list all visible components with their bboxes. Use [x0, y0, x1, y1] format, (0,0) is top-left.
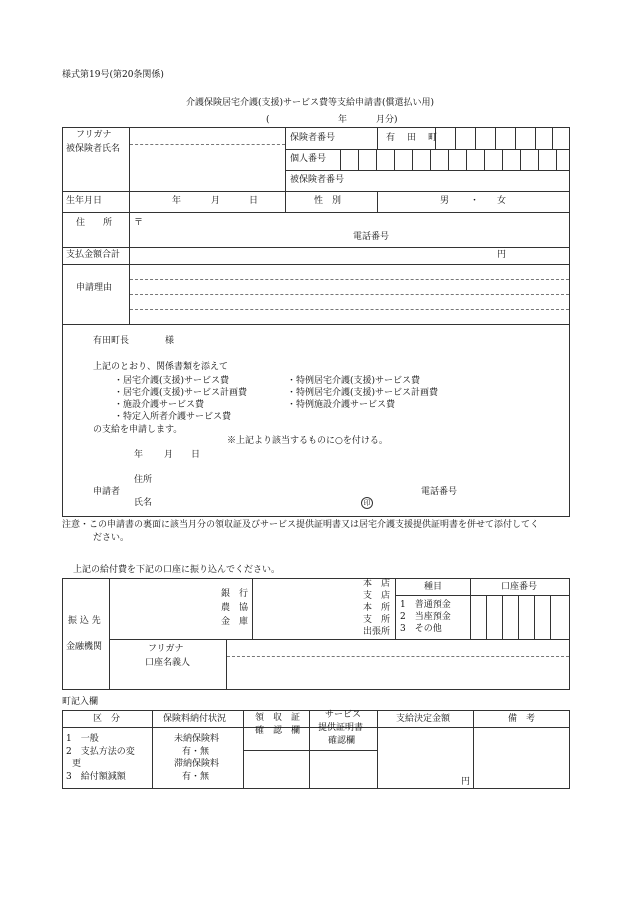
special-item-1: ・特例居宅介護(支援)サービス費 [287, 376, 421, 386]
category-column-header: 区 分 [93, 714, 121, 724]
option-current: 2 当座預金 [400, 612, 451, 622]
address-label: 住 所 [76, 218, 113, 228]
applicant-phone-label: 電話番号 [421, 487, 458, 497]
bank-intro: 上記の給付費を下記の口座に振り込んでください。 [73, 565, 281, 575]
premium-unpaid-choice: 有・無 [182, 747, 210, 757]
option-other: 3 その他 [400, 624, 442, 634]
insurer-town-1: 有 [386, 133, 396, 143]
service-header-3: 確認欄 [328, 736, 356, 746]
branch-branch: 支 店 [363, 591, 391, 601]
birth-date-label: 生年月日 [66, 196, 103, 206]
type-bank: 銀 行 [221, 589, 249, 599]
applicant-label: 申請者 [93, 487, 121, 497]
caution-line-1: 注意・この申請書の裏面に該当月分の領収証及びサービス提供証明書又は居宅介護支援提供証明書を併せて添付してく [62, 520, 540, 530]
caution-line-2: ださい。 [93, 533, 130, 543]
period-month: 月分) [376, 115, 398, 125]
insured-name-label: 被保険者氏名 [66, 144, 121, 154]
service-header-2: 提供証明書 [318, 723, 364, 733]
intro-text: 上記のとおり、関係書類を添えて [93, 362, 229, 372]
remarks-column-header: 備 考 [508, 714, 536, 724]
personal-number-label: 個人番号 [290, 154, 327, 164]
service-item-1: ・居宅介護(支援)サービス費 [114, 376, 230, 386]
service-header-1: サービス [325, 710, 362, 720]
insurer-town-3: 町 [428, 133, 438, 143]
branch-head: 本 店 [363, 579, 391, 589]
female-option: 女 [497, 196, 507, 206]
branch-outpost: 出張所 [363, 627, 391, 637]
special-item-2: ・特例居宅介護(支援)サービス計画費 [287, 388, 439, 398]
sex-label: 性 別 [314, 196, 342, 206]
category-header: 種目 [424, 582, 443, 592]
furigana-label: フリガナ [76, 130, 112, 140]
town-section-title: 町記入欄 [62, 697, 99, 707]
birth-year-label: 年 [172, 196, 182, 206]
payment-total-label: 支払金額合計 [66, 250, 121, 260]
premium-column-header: 保険料納付状況 [163, 714, 227, 724]
reason-label: 申請理由 [76, 283, 113, 293]
payment-yen: 円 [497, 250, 507, 260]
form-number: 様式第19号(第20条関係) [62, 70, 164, 80]
applicant-address-label: 住所 [134, 475, 153, 485]
date-month: 月 [164, 450, 174, 460]
date-year: 年 [134, 450, 144, 460]
branch-main-office: 本 所 [363, 603, 391, 613]
holder-label: 口座名義人 [145, 658, 191, 668]
form-title: 介護保険居宅介護(支援)サービス費等支給申請書(償還払い用) [186, 98, 435, 108]
category-item-3: 3 給付額減額 [66, 772, 126, 782]
insurer-number-label: 保険者番号 [290, 133, 336, 143]
service-item-3: ・施設介護サービス費 [114, 400, 205, 410]
insurer-town-2: 田 [407, 133, 417, 143]
birth-day-label: 日 [249, 196, 259, 206]
birth-month-label: 月 [211, 196, 221, 206]
type-shinkin: 金 庫 [221, 617, 249, 627]
amount-column-header: 支給決定金額 [396, 714, 451, 724]
account-number-header: 口座番号 [501, 582, 538, 592]
premium-arrears-choice: 有・無 [182, 772, 210, 782]
apply-text: の支給を申請します。 [93, 425, 183, 435]
male-option: 男 [440, 196, 450, 206]
service-item-4: ・特定入所者介護サービス費 [114, 412, 232, 422]
holder-furigana-label: フリガナ [148, 644, 184, 654]
date-day: 日 [191, 450, 201, 460]
period-year: 年 [338, 115, 348, 125]
institution-label: 金融機関 [66, 642, 103, 652]
premium-arrears-label: 滞納保険料 [174, 759, 220, 769]
receipt-header-2: 確 認 欄 [255, 726, 301, 736]
category-item-2-cont: 更 [72, 759, 82, 769]
premium-unpaid-label: 未納保険料 [174, 734, 220, 744]
addressee: 有田町長 様 [93, 336, 175, 346]
period-open: ( [266, 115, 270, 125]
category-item-1: 1 一般 [66, 734, 99, 744]
amount-yen: 円 [461, 777, 471, 787]
sex-separator: ・ [470, 196, 480, 206]
option-ordinary: 1 普通預金 [400, 600, 451, 610]
destination-label: 振 込 先 [68, 616, 101, 626]
phone-label: 電話番号 [353, 232, 390, 242]
circle-note: ※上記より該当するものに○を付ける。 [227, 436, 388, 446]
type-agri: 農 協 [221, 603, 249, 613]
applicant-name-label: 氏名 [134, 498, 153, 508]
special-item-3: ・特例施設介護サービス費 [287, 400, 396, 410]
category-item-2: 2 支払方法の変 [66, 747, 135, 757]
seal-icon: 印 [361, 497, 373, 509]
branch-sub-office: 支 所 [363, 615, 391, 625]
service-item-2: ・居宅介護(支援)サービス計画費 [114, 388, 248, 398]
insured-number-label: 被保険者番号 [290, 175, 345, 185]
postal-mark: 〒 [134, 218, 144, 228]
receipt-header-1: 領 収 証 [255, 713, 301, 723]
